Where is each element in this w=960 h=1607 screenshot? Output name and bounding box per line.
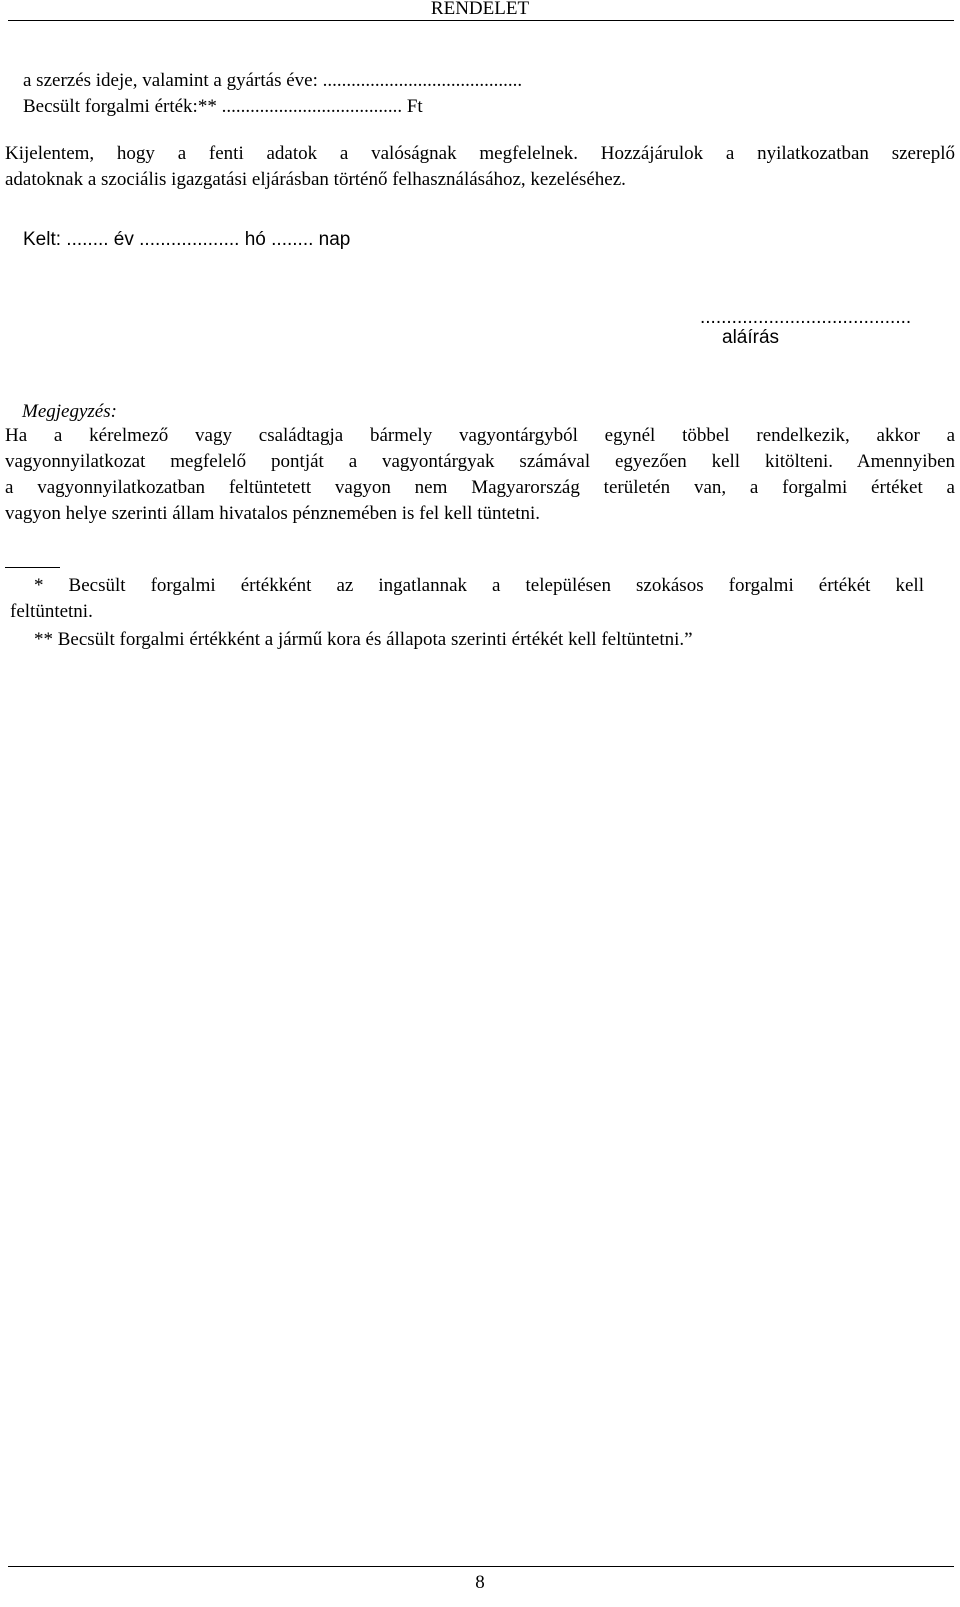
header-title: RENDELET [430, 0, 530, 19]
footnote-1-line-1: * Becsült forgalmi értékként az ingatlannak a településen szokásos forgalmi értékét kell [34, 575, 924, 596]
signature-label: aláírás [722, 327, 780, 348]
estimated-value-field: Becsült forgalmi érték:** ...................................... Ft [23, 96, 423, 117]
date-line: Kelt: ........ év ................... hó ........ nap [23, 229, 351, 250]
note-title: Megjegyzés: [22, 401, 117, 422]
footnote-1-line-2: feltüntetni. [10, 601, 93, 622]
note-line-4: vagyon helye szerinti állam hivatalos pénznemében is fel kell tüntetni. [5, 503, 540, 524]
footnote-1 [34, 573, 924, 599]
page-number: 8 [475, 1572, 485, 1593]
note-line-1: Ha a kérelmező vagy családtagja bármely vagyontárgyból egynél többel rendelkezik, akkor a [5, 425, 955, 446]
footer-divider [8, 1566, 954, 1567]
note-paragraph [5, 423, 955, 527]
declaration-line-2: adatoknak a szociális igazgatási eljárásban történő felhasználásához, kezeléséhez. [5, 169, 626, 190]
note-line-2: vagyonnyilatkozat megfelelő pontját a vagyontárgyak számával egyezően kell kitölteni. Amennyiben [5, 451, 955, 472]
acquisition-date-field: a szerzés ideje, valamint a gyártás éve: .......................................... [23, 70, 523, 91]
footnote-divider [5, 567, 60, 568]
note-line-3: a vagyonnyilatkozatban feltüntetett vagyon nem Magyarország területén van, a forgalmi értéket a [5, 477, 955, 498]
footnote-2: ** Becsült forgalmi értékként a jármű kora és állapota szerinti értékét kell feltüntetni.” [34, 629, 693, 650]
declaration-paragraph [5, 141, 955, 193]
signature-line: ........................................ [700, 307, 912, 328]
declaration-line-1: Kijelentem, hogy a fenti adatok a valóságnak megfelelnek. Hozzájárulok a nyilatkozatban szereplő [5, 143, 955, 164]
header-divider [8, 20, 954, 21]
